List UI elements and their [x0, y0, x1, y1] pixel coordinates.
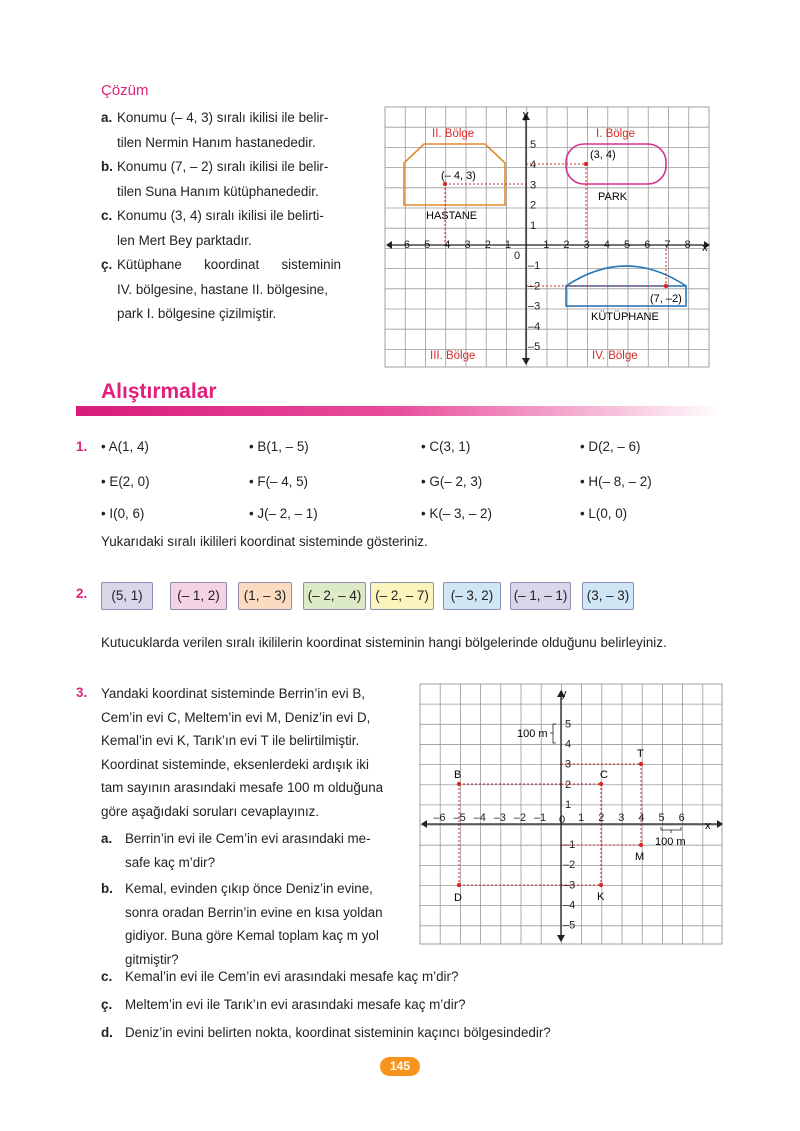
x-tick-label: 4 [638, 812, 645, 824]
solution-line: Kütüphane koordinat sisteminin [117, 257, 341, 272]
solution-line: tilen Nermin Hanım hastanededir. [117, 134, 316, 150]
ordered-pair-box: (– 3, 2) [443, 582, 501, 610]
y-axis-arrow-down [557, 935, 565, 942]
ex3-intro-line: Koordinat sisteminde, eksenlerdeki ardışık iki [101, 756, 369, 772]
x-tick-label: –5 [418, 239, 431, 251]
ordered-pair-box: (– 1, 2) [170, 582, 227, 610]
x-tick-label: –5 [453, 812, 466, 824]
question-text: Kemal’in evi ile Cem’in evi arasındaki mesafe kaç m’dir? [125, 969, 459, 984]
item-label: c. [101, 208, 113, 223]
point-C [599, 782, 603, 786]
point-item: • D(2, – 6) [580, 439, 641, 454]
x-tick-label: 3 [618, 812, 625, 824]
point-B [457, 782, 461, 786]
question-label: ç. [101, 997, 113, 1012]
x-tick-label: –4 [473, 812, 486, 824]
x-tick-label: 0 [514, 250, 521, 262]
x-tick-label: 7 [664, 239, 671, 251]
point-item: • J(– 2, – 1) [249, 506, 318, 521]
ex2-instruction: Kutucuklarda verilen sıralı ikililerin koordinat sisteminin hangi bölgelerinde olduğunu belirleyiniz. [101, 635, 667, 650]
question-b [101, 877, 396, 971]
label-M: M [635, 851, 645, 863]
y-tick-label: –3 [528, 300, 541, 313]
point-item: • L(0, 0) [580, 506, 628, 521]
y-tick-label: –3 [563, 879, 576, 892]
point-item: • G(– 2, 3) [421, 474, 483, 489]
y-tick-label: 5 [530, 139, 537, 151]
item-label: b. [101, 159, 113, 174]
label-B: B [454, 769, 462, 781]
y-tick-label: 2 [565, 778, 572, 791]
y-tick-label: 2 [530, 199, 537, 212]
exercises-title: Alıştırmalar [101, 380, 217, 403]
label-K: K [597, 891, 605, 903]
ex3-text [101, 682, 396, 971]
y-tick-label: 4 [565, 738, 572, 751]
park-label: PARK [598, 191, 628, 203]
solution-list [101, 106, 341, 327]
point-K [599, 883, 603, 887]
x-tick-label: 1 [543, 239, 550, 251]
y-tick-label: 1 [530, 219, 537, 232]
question-d [101, 1025, 721, 1040]
point-item: • K(– 3, – 2) [421, 506, 492, 521]
point-M [639, 843, 643, 847]
solution-item-cc [101, 253, 341, 327]
question-label: b. [101, 881, 113, 896]
ordered-pair-box: (– 2, – 4) [303, 582, 366, 610]
question-line: Kemal, evinden çıkıp önce Deniz’in evine, [125, 881, 373, 896]
x-tick-label: 2 [598, 812, 605, 824]
ordered-pair-box: (1, – 3) [238, 582, 292, 610]
x-tick-label: 3 [583, 239, 590, 251]
x-tick-label: –3 [493, 812, 506, 824]
ex2-number: 2. [76, 586, 88, 601]
solution-line: Konumu (3, 4) sıralı ikilisi ile belirti- [117, 208, 324, 223]
ordered-pair-box: (– 1, – 1) [510, 582, 571, 610]
solution-line: Konumu (– 4, 3) sıralı ikilisi ile belir- [117, 110, 329, 125]
item-label: ç. [101, 257, 113, 272]
ex3-intro-line: Cem’in evi C, Meltem’in evi M, Deniz’in evi D, [101, 709, 371, 725]
solution-line: park I. bölgesine çizilmiştir. [117, 306, 277, 321]
quadrant-1-label: I. Bölge [596, 128, 635, 140]
ex3-intro-line: göre aşağıdaki soruları cevaplayınız. [101, 803, 320, 819]
question-label: a. [101, 831, 113, 846]
title-underline-bar [76, 406, 721, 416]
y-tick-label: –5 [563, 919, 576, 932]
solution-item-c [101, 204, 341, 253]
solution-heading: Çözüm [101, 82, 149, 99]
axis-x-label: x [702, 242, 708, 254]
label-D: D [454, 892, 462, 904]
hospital-label: HASTANE [426, 210, 478, 222]
y-tick-label: –2 [528, 280, 541, 293]
solution-line: len Mert Bey parktadır. [117, 232, 252, 248]
point-item: • C(3, 1) [421, 439, 471, 454]
x-tick-label: –4 [438, 239, 451, 251]
park-point [584, 162, 588, 166]
ordered-pair-box: (3, – 3) [582, 582, 634, 610]
point-T [639, 762, 643, 766]
y-tick-label: 3 [565, 758, 572, 771]
point-D [457, 883, 461, 887]
point-item: • H(– 8, – 2) [580, 474, 652, 489]
ex1-number: 1. [76, 439, 88, 454]
x-axis-arrow-left [421, 820, 427, 828]
solution-line: tilen Suna Hanım kütüphanededir. [117, 183, 319, 199]
point-item: • B(1, – 5) [249, 439, 309, 454]
scale-brace-y [550, 724, 556, 743]
hospital-point [443, 182, 447, 186]
question-text: Meltem’in evi ile Tarık’ın evi arasındaki mesafe kaç m’dir? [125, 997, 466, 1012]
x-tick-label: –6 [397, 239, 411, 251]
page-number: 145 [380, 1057, 420, 1076]
park-shape [566, 144, 666, 184]
x-tick-label: –1 [533, 812, 547, 824]
point-item: • F(– 4, 5) [249, 474, 309, 489]
point-item: • E(2, 0) [101, 474, 150, 489]
solution-item-a [101, 106, 341, 155]
ex3-intro-line: Yandaki koordinat sisteminde Berrin’in evi B, [101, 686, 365, 701]
guide-lines [445, 164, 666, 286]
y-tick-label: 5 [565, 718, 572, 731]
x-axis-arrow-left [386, 241, 392, 249]
y-tick-label: –1 [528, 260, 541, 273]
x-tick-label: 6 [678, 812, 685, 824]
x-tick-label: –3 [458, 239, 471, 251]
ex3-number: 3. [76, 685, 88, 700]
y-tick-label: –1 [563, 839, 576, 852]
x-tick-label: 5 [658, 812, 665, 824]
point-item: • A(1, 4) [101, 439, 149, 454]
x-tick-label: 2 [563, 239, 570, 251]
x-tick-label: –1 [498, 239, 512, 251]
solution-line: Konumu (7, – 2) sıralı ikilisi ile belir- [117, 159, 329, 174]
x-tick-label: 1 [578, 812, 585, 824]
y-tick-label: –5 [528, 341, 541, 353]
y-tick-label: 4 [530, 159, 537, 172]
question-line: gidiyor. Buna göre Kemal toplam kaç m yol [125, 928, 379, 943]
park-coord: (3, 4) [590, 149, 616, 161]
ordered-pair-box: (– 2, – 7) [370, 582, 434, 610]
question-line: gitmiştir? [125, 951, 179, 967]
y-tick-label: 1 [565, 798, 572, 811]
label-T: T [637, 748, 644, 760]
x-tick-label: 5 [624, 239, 631, 251]
solution-line: IV. bölgesine, hastane II. bölgesine, [117, 281, 328, 297]
ex1-instruction: Yukarıdaki sıralı ikilileri koordinat sisteminde gösteriniz. [101, 534, 428, 549]
x-tick-label: 8 [684, 239, 691, 251]
coordinate-graph-ex3 [419, 683, 724, 946]
item-label: a. [101, 110, 113, 125]
axis-x-label: x [705, 820, 711, 832]
x-tick-label: –2 [478, 239, 491, 251]
quadrant-3-label: III. Bölge [430, 350, 476, 362]
quadrant-4-label: IV. Bölge [592, 350, 638, 362]
y-tick-label: 3 [530, 179, 537, 192]
label-C: C [600, 769, 608, 781]
question-a [101, 827, 396, 874]
library-label: KÜTÜPHANE [591, 311, 659, 323]
question-label: c. [101, 969, 113, 984]
x-tick-label: 4 [603, 239, 610, 251]
grid [385, 107, 709, 367]
ordered-pair-box: (5, 1) [101, 582, 153, 610]
hospital-coord: (– 4, 3) [441, 170, 476, 182]
question-line: sonra oradan Berrin’in evine en kısa yoldan [125, 904, 383, 920]
y-tick-label: –2 [563, 859, 576, 872]
quadrant-2-label: II. Bölge [432, 128, 475, 140]
question-line: safe kaç m’dir? [125, 854, 216, 870]
ex3-intro-line: tam sayının arasındaki mesafe 100 m olduğuna [101, 780, 384, 795]
question-line: Berrin’in evi ile Cem’in evi arasındaki me- [125, 831, 371, 846]
x-tick-label: –2 [513, 812, 527, 824]
scale-brace-x [661, 827, 681, 833]
library-coord: (7, –2) [650, 293, 682, 305]
scale-label-x: 100 m [655, 836, 686, 848]
axis-y-label: y [561, 688, 567, 700]
question-text: Deniz’in evini belirten nokta, koordinat sisteminin kaçıncı bölgesindedir? [125, 1025, 551, 1040]
point-item: • I(0, 6) [101, 506, 145, 521]
ex3-intro-line: Kemal’in evi K, Tarık’ın evi T ile belirtilmiştir. [101, 733, 360, 748]
library-point [664, 284, 668, 288]
coordinate-graph-solution [384, 106, 710, 368]
axis-y-label: y [523, 109, 529, 121]
question-c [101, 969, 721, 984]
y-axis-arrow-down [522, 358, 530, 365]
x-tick-label: –6 [433, 812, 446, 824]
y-tick-label: –4 [563, 899, 576, 912]
x-tick-label: 0 [559, 814, 566, 826]
y-tick-label: –4 [528, 320, 541, 333]
solution-item-b [101, 155, 341, 204]
question-cc [101, 997, 721, 1012]
scale-label-y: 100 m [517, 728, 548, 740]
x-tick-label: 6 [644, 239, 651, 251]
question-label: d. [101, 1025, 113, 1040]
